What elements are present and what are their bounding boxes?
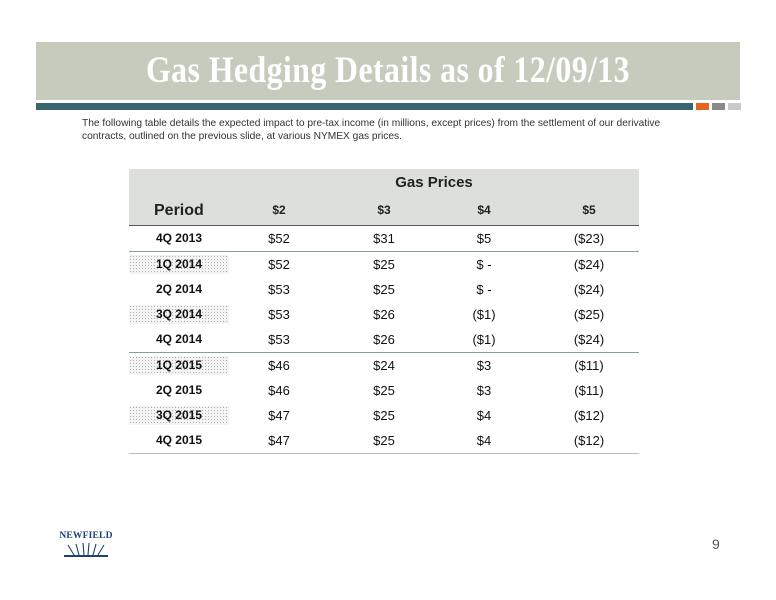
value-cell: $4 <box>476 408 492 423</box>
column-header: $2 <box>272 203 286 217</box>
page-number: 9 <box>712 536 720 552</box>
value-cell: ($12) <box>573 408 605 423</box>
value-cell: ($24) <box>573 332 605 347</box>
value-cell: $52 <box>268 257 290 272</box>
value-cell: ($1) <box>472 307 496 322</box>
slide-title: Gas Hedging Details as of 12/09/13 <box>146 50 630 91</box>
gas-hedging-table <box>129 169 639 454</box>
title-banner <box>36 42 740 100</box>
table-header <box>129 169 639 226</box>
value-cell: ($25) <box>573 307 605 322</box>
group-header-row <box>129 169 639 196</box>
column-header: $3 <box>377 203 391 217</box>
period-header: Period <box>154 202 204 219</box>
logo-wordmark: NEWFIELD <box>59 531 113 541</box>
accent-square-orange <box>696 103 709 110</box>
gas-prices-header: Gas Prices <box>395 174 473 191</box>
value-cell: $26 <box>373 307 395 322</box>
period-cell: 1Q 2015 <box>155 358 203 372</box>
table-row <box>129 428 639 454</box>
period-cell: 1Q 2014 <box>155 257 203 271</box>
table-row <box>129 226 639 251</box>
table-row <box>129 302 639 327</box>
value-cell: $5 <box>476 231 492 246</box>
value-cell: ($11) <box>574 358 604 373</box>
period-cell: 4Q 2015 <box>155 433 203 447</box>
value-cell: $53 <box>268 332 290 347</box>
value-cell: $25 <box>373 433 395 448</box>
value-cell: ($23) <box>573 231 605 246</box>
intro-text: The following table details the expected impact to pre-tax income (in millions, except prices) from the settlement of our derivative contracts, outlined on the previous slide, at various NYMEX gas prices. <box>82 118 661 142</box>
value-cell: $ - <box>476 282 492 297</box>
value-cell: $ - <box>476 257 492 272</box>
value-cell: $46 <box>268 383 290 398</box>
table-row <box>129 352 639 378</box>
period-cell: 4Q 2014 <box>155 332 203 346</box>
value-cell: $46 <box>268 358 290 373</box>
value-cell: $25 <box>373 383 395 398</box>
column-header: $4 <box>477 203 491 217</box>
table-row <box>129 277 639 302</box>
period-cell: 3Q 2014 <box>155 307 203 321</box>
value-cell: $25 <box>373 257 395 272</box>
value-cell: ($24) <box>573 282 605 297</box>
table-row <box>129 403 639 428</box>
column-header: $5 <box>582 203 596 217</box>
table-row <box>129 378 639 403</box>
period-cell: 2Q 2015 <box>155 383 203 397</box>
table-row <box>129 327 639 352</box>
logo-sunburst-icon <box>54 531 118 557</box>
value-cell: $25 <box>373 282 395 297</box>
table-row <box>129 251 639 277</box>
newfield-logo <box>54 531 118 557</box>
value-cell: ($24) <box>573 257 605 272</box>
period-cell: 4Q 2013 <box>155 231 203 245</box>
value-cell: $24 <box>373 358 395 373</box>
value-cell: ($1) <box>472 332 496 347</box>
value-cell: $47 <box>268 408 290 423</box>
value-cell: ($12) <box>573 433 605 448</box>
title-underline <box>36 103 693 110</box>
value-cell: $52 <box>268 231 290 246</box>
accent-square-gray <box>712 103 725 110</box>
value-cell: ($11) <box>574 383 604 398</box>
value-cell: $26 <box>373 332 395 347</box>
value-cell: $25 <box>373 408 395 423</box>
value-cell: $3 <box>476 383 492 398</box>
value-cell: $53 <box>268 307 290 322</box>
value-cell: $4 <box>476 433 492 448</box>
period-cell: 2Q 2014 <box>155 282 203 296</box>
value-cell: $3 <box>476 358 492 373</box>
accent-square-light <box>728 103 741 110</box>
column-header-row <box>129 196 639 226</box>
value-cell: $53 <box>268 282 290 297</box>
value-cell: $31 <box>373 231 395 246</box>
period-cell: 3Q 2015 <box>155 408 203 422</box>
value-cell: $47 <box>268 433 290 448</box>
